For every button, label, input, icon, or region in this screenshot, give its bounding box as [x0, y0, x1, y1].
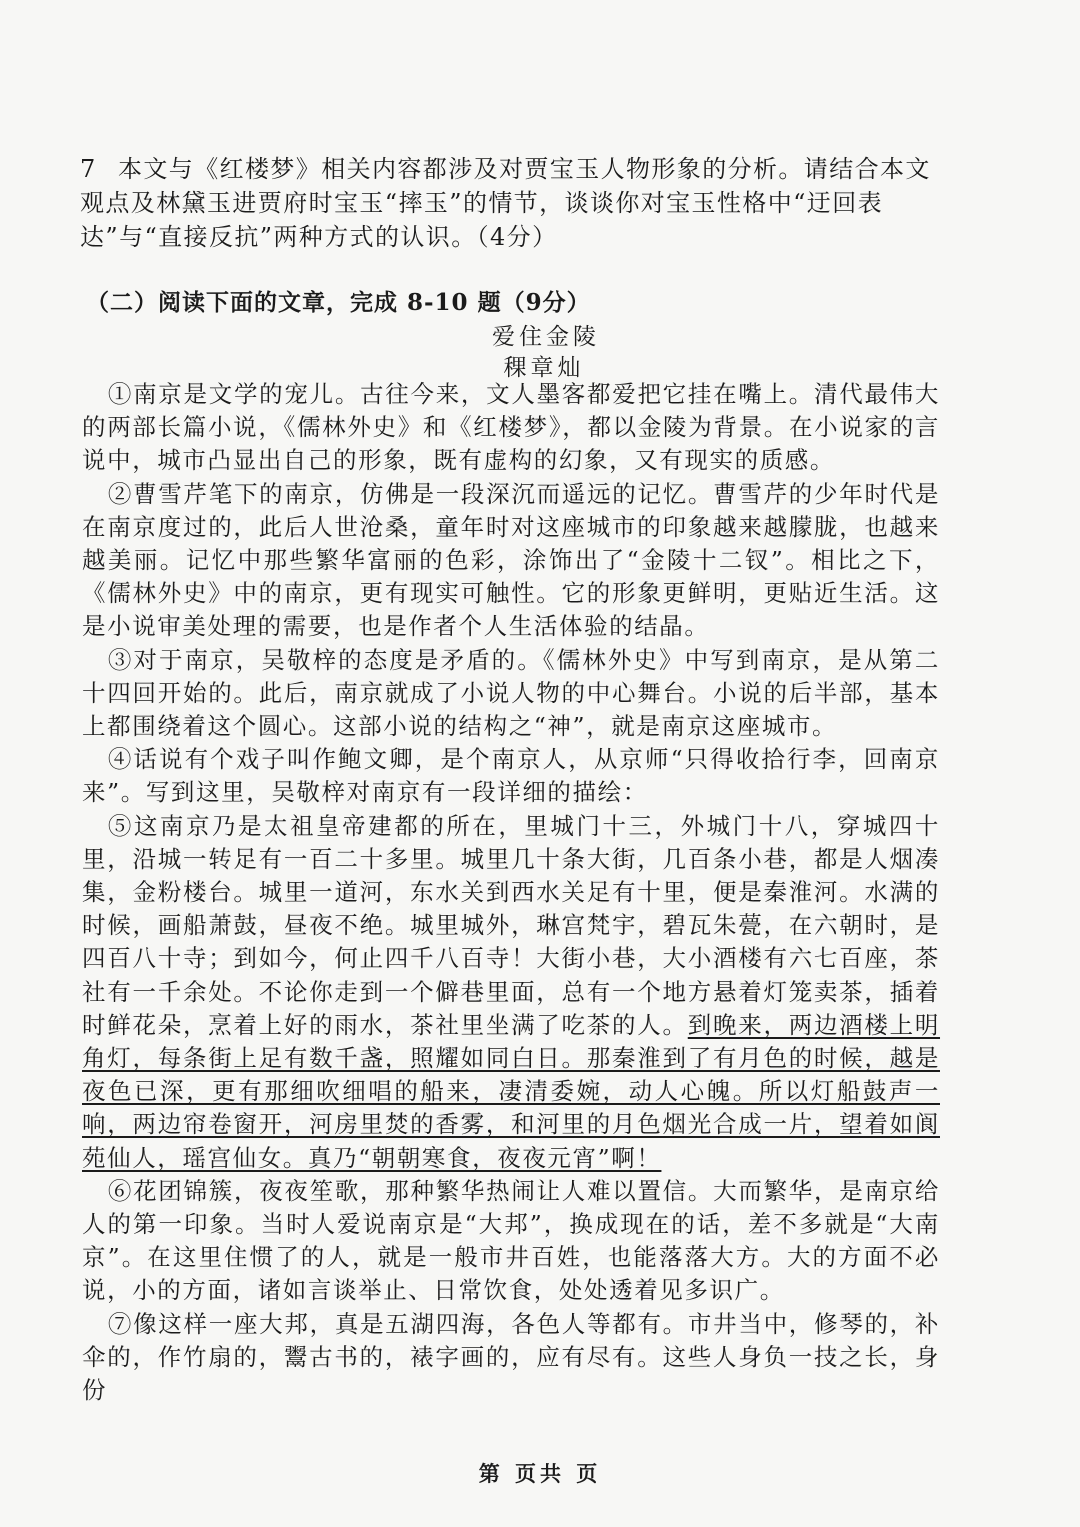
paragraph-4: ④话说有个戏子叫作鲍文卿，是个南京人，从京师“只得收拾行李，回南京来”。写到这里，吴敬梓对南京有一段详细的描绘：	[82, 745, 940, 807]
article-author: 稞章灿	[503, 355, 585, 381]
paragraph-3: ③对于南京，吴敬梓的态度是矛盾的。《儒林外史》中写到南京，是从第二十四回开始的。此后，南京就成了小说人物的中心舞台。小说的后半部，基本上都围绕着这个圆心。这部小说的结构之“神”，就是南京这座城市。	[82, 645, 940, 741]
paragraph-1: ①南京是文学的宠儿。古往今来，文人墨客都爱把它挂在嘴上。清代最伟大的两部长篇小说，《儒林外史》和《红楼梦》，都以金陵为背景。在小说家的言说中，城市凸显出自己的形象，既有虚构的幻象，又有现实的质感。	[82, 380, 940, 475]
paragraph-7: ⑦像这样一座大邦，真是五湖四海，各色人等都有。市井当中，修琴的，补伞的，作竹扇的，鬻古书的，裱字画的，应有尽有。这些人身负一技之长，身份	[82, 1309, 940, 1405]
paragraph-5	[82, 810, 940, 1175]
question-number: 7	[80, 155, 97, 183]
paragraph-5-underlined-text: 到晚来，两边酒楼上明角灯，每条街上足有数千盏，照耀如同白日。那秦淮到了有月色的时候，越是夜色已深，更有那细吹细唱的船来，凄清委婉，动人心魄。所以灯船鼓声一响，两边帘卷窗开，河房里焚的香雾，和河里的月色烟光合成一片，望着如阆苑仙人，瑶宫仙女。真乃“朝朝寒食，夜夜元宵”啊！	[82, 1010, 941, 1172]
paragraph-2: ②曹雪芹笔下的南京，仿佛是一段深沉而遥远的记忆。曹雪芹的少年时代是在南京度过的，此后人世沧桑，童年时对这座城市的印象越来越朦胧，也越来越美丽。记忆中那些繁华富丽的色彩，涂饰出了“金陵十二钗”。相比之下，《儒林外史》中的南京，更有现实可触性。它的形象更鲜明，更贴近生活。这是小说审美处理的需要，也是作者个人生活体验的结晶。	[82, 479, 940, 641]
question-7	[80, 152, 940, 254]
paragraph-5-text: ⑤这南京乃是太祖皇帝建都的所在，里城门十三，外城门十八，穿城四十里，沿城一转足有一百二十多里。城里几十条大街，几百条小巷，都是人烟凑集，金粉楼台。城里一道河，东水关到西水关足有十里，便是秦淮河。水满的时候，画船萧鼓，昼夜不绝。城里城外，琳宫梵宇，碧瓦朱甍，在六朝时，是四百八十寺；到如今，何止四千八百寺！大街小巷，大小酒楼有六七百座，茶社有一千余处。不论你走到一个僻巷里面，总有一个地方悬着灯笼卖茶，插着时鲜花朵，烹着上好的雨水，茶社里坐满了吃茶的人。	[82, 811, 940, 1039]
section-heading: （二）阅读下面的文章，完成 8-10 题（9分）	[86, 289, 591, 316]
paragraph-6: ⑥花团锦簇，夜夜笙歌，那种繁华热闹让人难以置信。大而繁华，是南京给人的第一印象。当时人爱说南京是“大邦”，换成现在的话，差不多就是“大南京”。在这里住惯了的人，就是一般市井百姓，也能落落大方。大的方面不必说，小的方面，诸如言谈举止、日常饮食，处处透着见多识广。	[82, 1176, 940, 1305]
article-title: 爱住金陵	[492, 324, 600, 350]
page-footer: 第 页共 页	[478, 1461, 602, 1486]
article-body	[82, 378, 940, 1407]
question-text: 本文与《红楼梦》相关内容都涉及对贾宝玉人物形象的分析。请结合本文观点及林黛玉进贾府时宝玉“摔玉”的情节，谈谈你对宝玉性格中“迂回表达”与“直接反抗”两种方式的认识。（4分）	[80, 155, 931, 251]
